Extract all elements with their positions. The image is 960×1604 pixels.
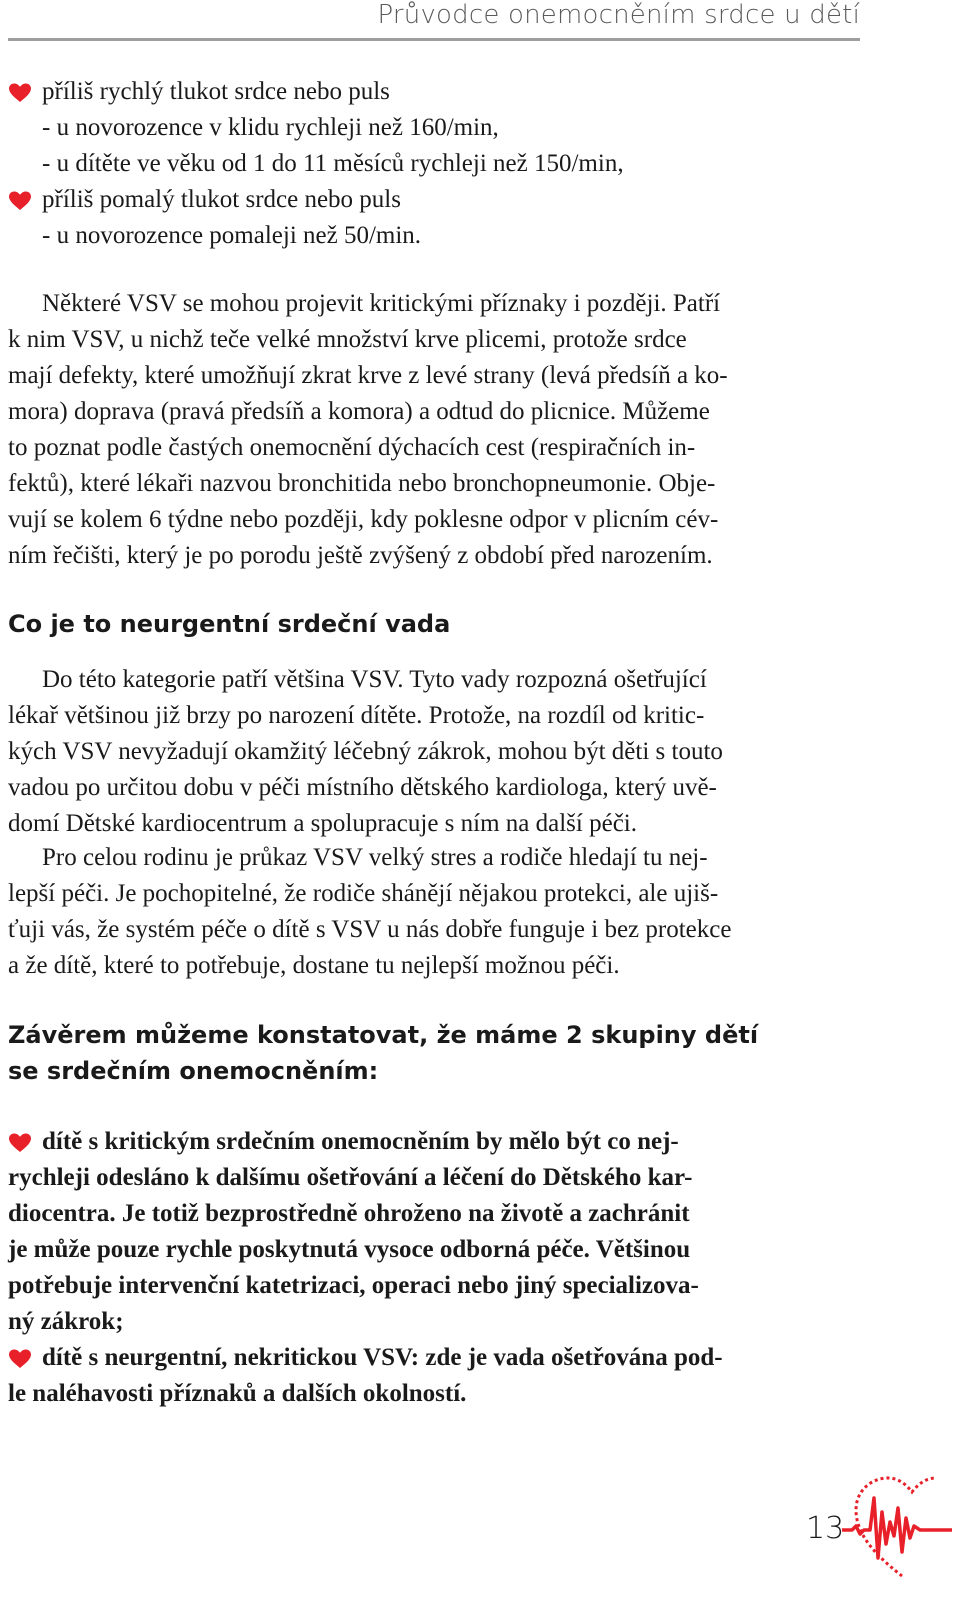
intro-list [8,74,860,254]
list-subitem: - u dítěte ve věku od 1 do 11 měsíců rychleji než 150/min, [42,150,624,177]
paragraph-line: ním řečišti, který je po porodu ještě zvýšený z období před narozením. [8,542,713,569]
list-item [8,182,860,218]
paragraph-line: Do této kategorie patří většina VSV. Tyto vady rozpozná ošetřující [42,666,707,693]
paragraph-noncritical-2 [8,840,860,984]
paragraph-line: vují se kolem 6 týdne nebo později, kdy poklesne odpor v plicním cév- [8,506,719,533]
list-item [8,1340,860,1412]
list-item-line: diocentra. Je totiž bezprostředně ohroženo na životě a zachránit [8,1200,690,1227]
running-header: Průvodce onemocněním srdce u dětí [377,0,860,30]
conclusion-list [8,1124,860,1412]
list-item-text: příliš rychlý tlukot srdce nebo puls [42,78,390,105]
list-item-line: je může pouze rychle poskytnutá vysoce odborná péče. Většinou [8,1236,691,1263]
heart-icon [8,1349,32,1369]
paragraph-line: fektů), které lékaři nazvou bronchitida nebo bronchopneumonie. Obje- [8,470,716,497]
list-item-line: potřebuje intervenční katetrizaci, operaci nebo jiný specializova- [8,1272,699,1299]
list-item-line: rychleji odesláno k dalšímu ošetřování a léčení do Dětského kar- [8,1164,693,1191]
paragraph-line: mají defekty, které umožňují zkrat krve z levé strany (levá předsíň a ko- [8,362,728,389]
list-subitem: - u novorozence pomaleji než 50/min. [42,222,422,249]
paragraph-line: vadou po určitou dobu v péči místního dětského kardiologa, který uvě- [8,774,717,801]
heart-icon [8,83,32,103]
paragraph-line: Pro celou rodinu je průkaz VSV velký stres a rodiče hledají tu nej- [42,844,708,871]
list-item-line: ný zákrok; [8,1308,124,1335]
heading-line: Závěrem můžeme konstatovat, že máme 2 skupiny dětí [8,1021,759,1049]
list-item-line: dítě s kritickým srdečním onemocněním by mělo být co nej- [42,1128,679,1155]
list-item [8,74,860,110]
heading-line: se srdečním onemocněním: [8,1057,379,1085]
list-item-text: příliš pomalý tlukot srdce nebo puls [42,186,401,213]
list-item-line: dítě s neurgentní, nekritickou VSV: zde je vada ošetřována pod- [42,1344,723,1371]
paragraph-line: kých VSV nevyžadují okamžitý léčebný zákrok, mohou být děti s touto [8,738,723,765]
conclusion-heading [8,1017,860,1089]
paragraph-critical [8,286,860,574]
page-number: 13 [806,1511,845,1546]
paragraph-line: to poznat podle častých onemocnění dýchacích cest (respiračních in- [8,434,696,461]
paragraph-line: ťuji vás, že systém péče o dítě s VSV u nás dobře funguje i bez protekce [8,916,732,943]
paragraph-line: Některé VSV se mohou projevit kritickými příznaky i později. Patří [42,290,721,317]
list-item [8,1124,860,1340]
list-item-line: le naléhavosti příznaků a dalších okolností. [8,1380,467,1407]
paragraph-line: lepší péči. Je pochopitelné, že rodiče shánějí nějakou protekci, ale ujiš- [8,880,719,907]
heart-icon [8,1133,32,1153]
paragraph-line: mora) doprava (pravá předsíň a komora) a odtud do plicnice. Můžeme [8,398,710,425]
heart-icon [8,191,32,211]
paragraph-line: domí Dětské kardiocentrum a spolupracuje s ním na další péči. [8,810,637,837]
paragraph-noncritical-1 [8,662,860,842]
paragraph-line: a že dítě, které to potřebuje, dostane tu nejlepší možnou péči. [8,952,620,979]
paragraph-line: lékař většinou již brzy po narození dítěte. Protože, na rozdíl od kritic- [8,702,705,729]
header-rule [8,38,860,41]
list-subitem: - u novorozence v klidu rychleji než 160/min, [42,114,499,141]
paragraph-line: k nim VSV, u nichž teče velké množství krve plicemi, protože srdce [8,326,687,353]
ecg-heart-icon [842,1468,952,1588]
section-heading: Co je to neurgentní srdeční vada [8,610,451,638]
